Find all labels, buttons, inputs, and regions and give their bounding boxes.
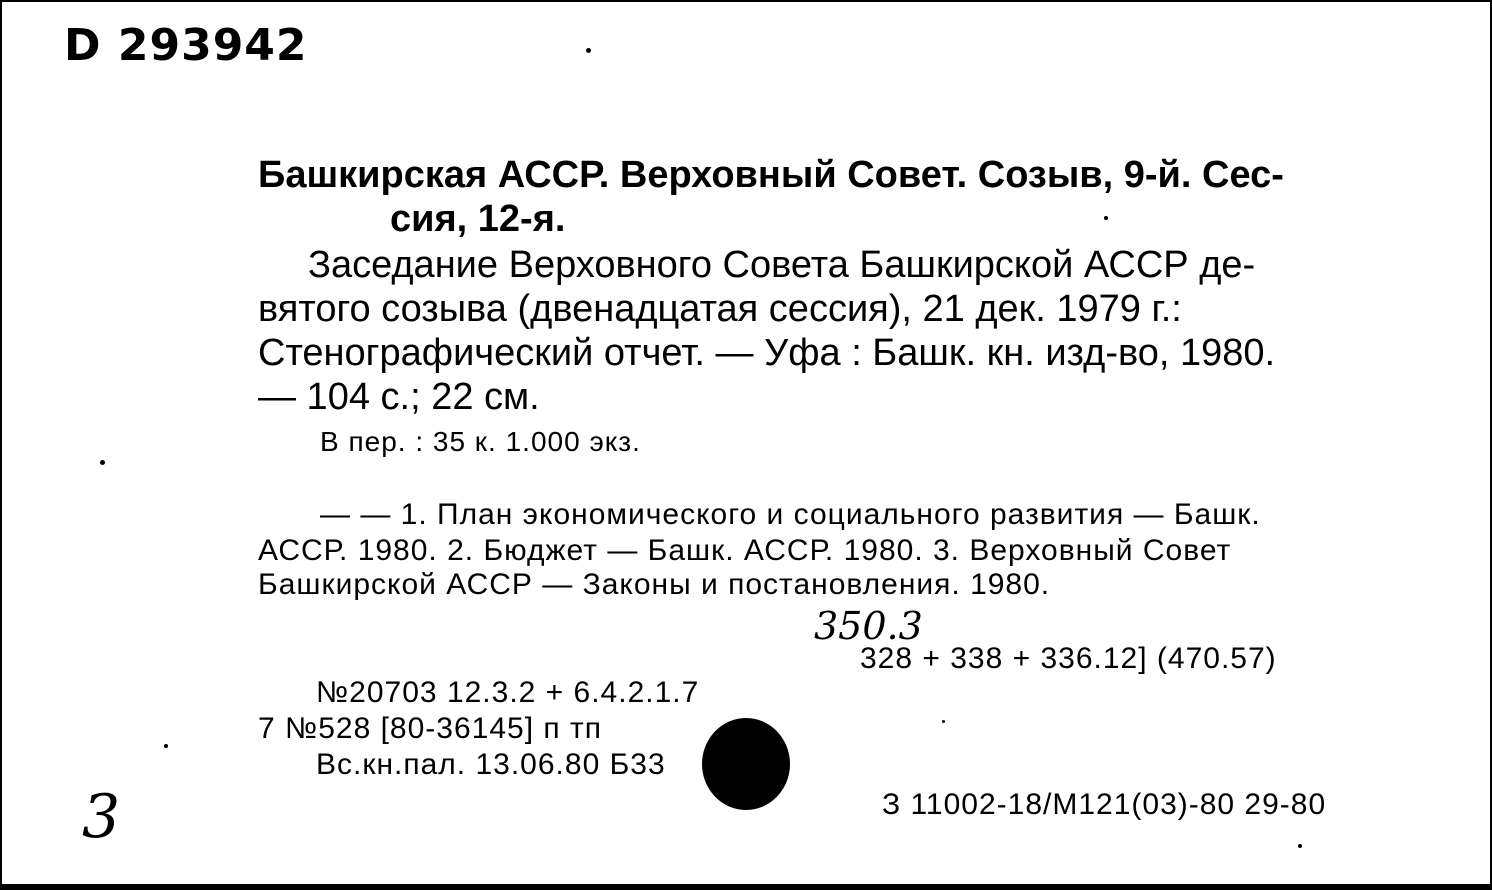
title-line-1: Заседание Верховного Совета Башкирской АССР де- xyxy=(308,244,1256,286)
inventory-number: D 293942 xyxy=(64,20,308,71)
price-line: В пер. : 35 к. 1.000 экз. xyxy=(320,426,641,457)
header-line-2: сия, 12-я. xyxy=(390,198,566,240)
speck xyxy=(1104,216,1108,220)
classification-index: 328 + 338 + 336.12] (470.57) xyxy=(860,642,1277,675)
header-line-1: Башкирская АССР. Верховный Совет. Созыв, 9-й. Сес- xyxy=(258,154,1284,196)
order-line-1: №20703 12.3.2 + 6.4.2.1.7 xyxy=(316,676,700,709)
title-line-4: — 104 с.; 22 см. xyxy=(258,376,540,418)
speck xyxy=(164,744,168,748)
order-line-3: Вс.кн.пал. 13.06.80 Б33 xyxy=(316,748,666,781)
subjects-line-1: — — 1. План экономического и социального развития — Башк. xyxy=(320,498,1261,531)
title-line-3: Стенографический отчет. — Уфа : Башк. кн. изд-во, 1980. xyxy=(258,332,1276,374)
handwritten-mark: 3 xyxy=(82,782,121,852)
speck xyxy=(100,460,105,465)
speck xyxy=(942,720,945,723)
speck xyxy=(1298,844,1302,848)
handwritten-class-number: 350.3 xyxy=(814,604,923,648)
subjects-line-3: Башкирской АССР — Законы и постановления. 1980. xyxy=(258,568,1051,601)
subjects-line-2: АССР. 1980. 2. Бюджет — Башк. АССР. 1980. 3. Верховный Совет xyxy=(258,534,1232,567)
footer-code: З 11002-18/М121(03)-80 29-80 xyxy=(882,788,1327,821)
speck xyxy=(586,48,591,53)
title-line-2: вятого созыва (двенадцатая сессия), 21 дек. 1979 г.: xyxy=(258,288,1182,330)
order-line-2: 7 №528 [80-36145] п тп xyxy=(258,712,602,745)
ink-blot xyxy=(702,718,790,810)
